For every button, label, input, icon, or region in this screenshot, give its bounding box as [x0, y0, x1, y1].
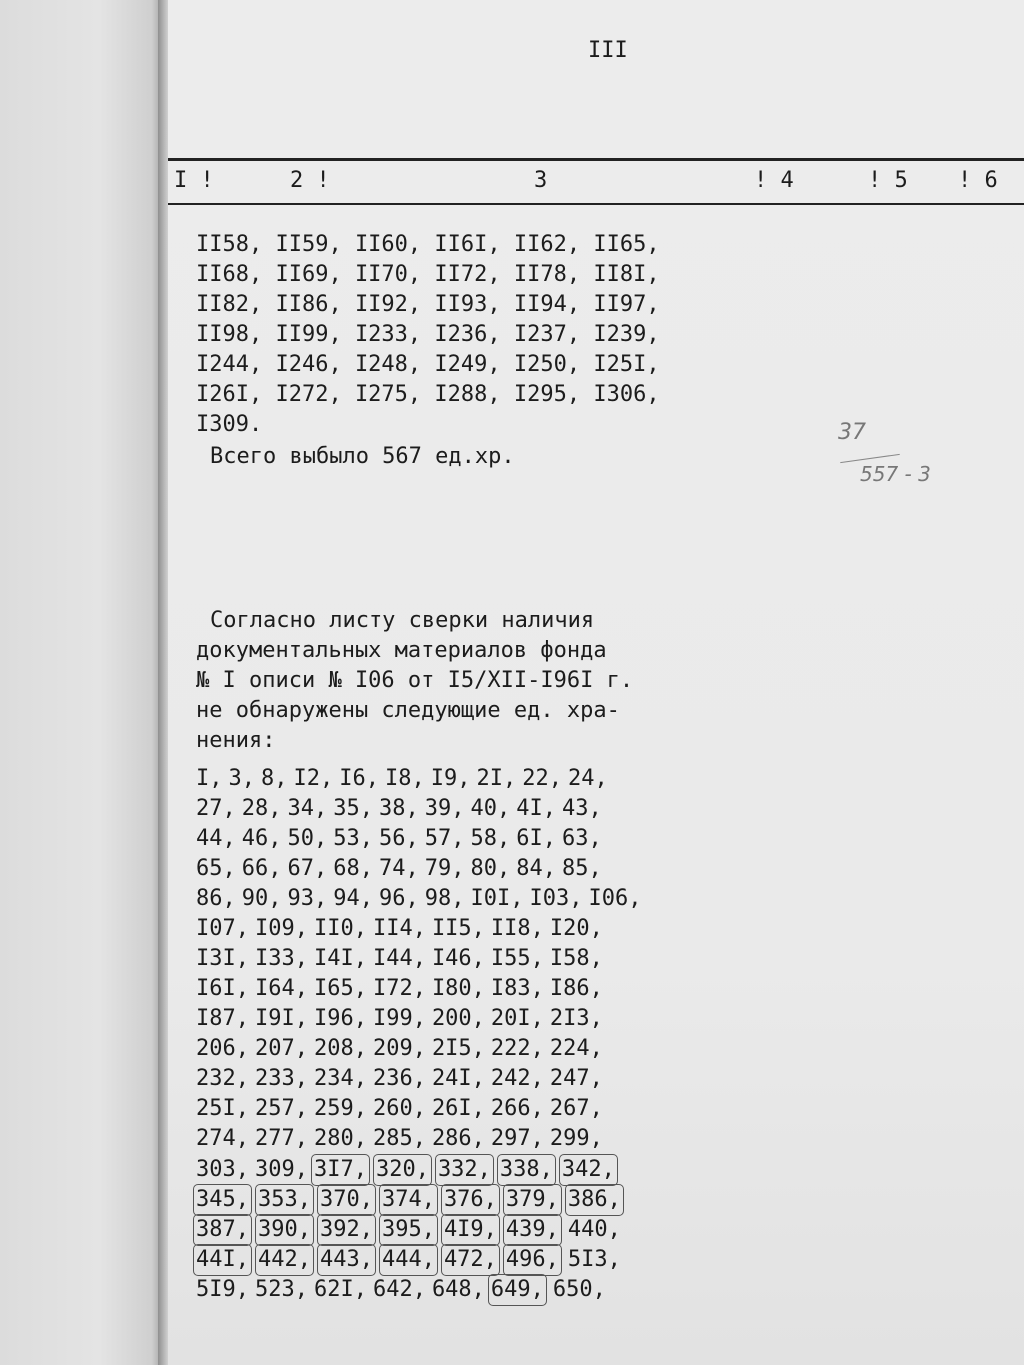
list-item: 90, — [241, 886, 282, 911]
list-item: 74, — [379, 856, 419, 881]
list-item: I33, — [254, 946, 308, 971]
list-item: 297, — [490, 1126, 544, 1151]
list-item: 247, — [549, 1066, 603, 1091]
list-item: 35, — [333, 796, 373, 821]
list-item: 4I9, — [441, 1214, 500, 1246]
list-item: 242, — [490, 1066, 544, 1091]
list-item: 222, — [490, 1036, 544, 1061]
list-item: I55, — [490, 946, 544, 971]
list-line — [196, 764, 816, 794]
list-item: 5I3, — [567, 1247, 621, 1272]
list-item: II4, — [372, 916, 426, 941]
list-item: 338, — [497, 1154, 556, 1186]
list-line: I309. — [196, 412, 263, 437]
list-item: 345, — [193, 1184, 252, 1216]
list-item: 24I, — [431, 1066, 485, 1091]
list-item: 320, — [373, 1154, 432, 1186]
list-item: 62I, — [313, 1277, 367, 1302]
list-item: 259, — [313, 1096, 367, 1121]
list-item: 38, — [379, 796, 419, 821]
list-item: 224, — [549, 1036, 603, 1061]
list-item: 40, — [470, 796, 511, 821]
list-item: 332, — [435, 1154, 494, 1186]
list-line — [196, 1124, 816, 1154]
handwritten-note-top: 37 — [838, 420, 866, 445]
list-item: 392, — [317, 1214, 376, 1246]
list-line — [196, 1184, 816, 1214]
list-item: I9, — [430, 766, 471, 791]
list-item: I, — [196, 766, 223, 791]
intro-line: не обнаружены следующие ед. хра- — [196, 698, 620, 723]
list-line — [196, 914, 816, 944]
list-item: 274, — [196, 1126, 249, 1151]
column-header-2: 2 ! — [290, 168, 330, 193]
total-withdrawn: Всего выбыло 567 ед.хр. — [210, 444, 515, 469]
list-item: I44, — [372, 946, 426, 971]
list-item: 649, — [488, 1274, 547, 1306]
list-item: I99, — [372, 1006, 426, 1031]
list-item: I03, — [529, 886, 583, 911]
list-item: 395, — [379, 1214, 438, 1246]
list-item: I80, — [431, 976, 485, 1001]
list-item: 8, — [261, 766, 288, 791]
list-item: 65, — [196, 856, 236, 881]
list-item: 236, — [372, 1066, 426, 1091]
list-item: I07, — [196, 916, 249, 941]
list-line — [196, 1214, 816, 1244]
list-item: 39, — [424, 796, 465, 821]
table-header-top-rule — [168, 158, 1024, 161]
list-item: I6I, — [196, 976, 249, 1001]
list-item: 444, — [379, 1244, 438, 1276]
list-item: 24, — [568, 766, 608, 791]
list-item: 79, — [424, 856, 465, 881]
list-item: I83, — [490, 976, 544, 1001]
list-line: II68, II69, II70, II72, II78, II8I, — [196, 262, 660, 287]
list-item: 299, — [549, 1126, 603, 1151]
list-item: 496, — [503, 1244, 562, 1276]
list-item: 68, — [333, 856, 373, 881]
list-item: II5, — [431, 916, 485, 941]
list-item: 20I, — [490, 1006, 544, 1031]
list-line — [196, 824, 816, 854]
list-line — [196, 794, 816, 824]
list-line — [196, 1004, 816, 1034]
list-item: 2I3, — [549, 1006, 603, 1031]
list-item: 3, — [228, 766, 255, 791]
table-header-bottom-rule — [168, 203, 1024, 205]
intro-line: нения: — [196, 728, 276, 753]
list-item: 342, — [559, 1154, 618, 1186]
list-item: 285, — [372, 1126, 426, 1151]
list-item: 80, — [470, 856, 511, 881]
list-item: 93, — [287, 886, 328, 911]
list-item: 66, — [241, 856, 282, 881]
list-item: 642, — [372, 1277, 426, 1302]
withdrawn-units-list — [196, 230, 796, 472]
list-item: 266, — [490, 1096, 544, 1121]
intro-line: документальных материалов фонда — [196, 638, 607, 663]
list-line — [196, 1094, 816, 1124]
column-header-6: ! 6 — [958, 168, 998, 193]
list-item: I64, — [254, 976, 308, 1001]
list-item: I46, — [431, 946, 485, 971]
list-item: 374, — [379, 1184, 438, 1216]
list-item: 648, — [431, 1277, 485, 1302]
list-item: 44I, — [193, 1244, 252, 1276]
list-item: 260, — [372, 1096, 426, 1121]
list-item: 233, — [254, 1066, 308, 1091]
list-item: 84, — [516, 856, 556, 881]
list-item: 56, — [379, 826, 419, 851]
list-item: 85, — [562, 856, 602, 881]
list-line: II82, II86, II92, II93, II94, II97, — [196, 292, 660, 317]
page-number: III — [588, 38, 628, 63]
list-item: 2I, — [476, 766, 517, 791]
list-item: 58, — [470, 826, 511, 851]
list-item: I9I, — [254, 1006, 308, 1031]
list-item: 650, — [552, 1277, 606, 1302]
list-item: 63, — [562, 826, 602, 851]
list-item: 67, — [287, 856, 328, 881]
list-item: 209, — [372, 1036, 426, 1061]
list-item: 376, — [441, 1184, 500, 1216]
list-item: I72, — [372, 976, 426, 1001]
list-item: 439, — [503, 1214, 562, 1246]
list-item: 57, — [424, 826, 465, 851]
list-item: 208, — [313, 1036, 367, 1061]
list-item: 4I, — [516, 796, 556, 821]
list-item: 390, — [255, 1214, 314, 1246]
list-item: 98, — [424, 886, 465, 911]
list-item: I3I, — [196, 946, 249, 971]
list-item: I58, — [549, 946, 603, 971]
list-item: I65, — [313, 976, 367, 1001]
column-header-4: ! 4 — [754, 168, 794, 193]
list-item: 46, — [241, 826, 282, 851]
list-item: I4I, — [313, 946, 367, 971]
list-item: II0, — [313, 916, 367, 941]
list-item: 50, — [287, 826, 328, 851]
list-item: I06, — [588, 886, 642, 911]
list-item: II8, — [490, 916, 544, 941]
list-item: I6, — [339, 766, 379, 791]
list-item: 232, — [196, 1066, 249, 1091]
list-item: I87, — [196, 1006, 249, 1031]
intro-line: № I описи № I06 от I5/XII-I96I г. — [196, 668, 634, 693]
missing-units-list — [196, 764, 816, 1304]
list-line: I244, I246, I248, I249, I250, I25I, — [196, 352, 660, 377]
list-item: I09, — [254, 916, 308, 941]
list-item: 280, — [313, 1126, 367, 1151]
list-item: 379, — [503, 1184, 562, 1216]
list-item: 353, — [255, 1184, 314, 1216]
list-item: 386, — [565, 1184, 624, 1216]
column-header-5: ! 5 — [868, 168, 908, 193]
list-item: 286, — [431, 1126, 485, 1151]
list-item: 206, — [196, 1036, 249, 1061]
list-line: II58, II59, II60, II6I, II62, II65, — [196, 232, 660, 257]
list-item: I96, — [313, 1006, 367, 1031]
list-item: 96, — [379, 886, 419, 911]
list-item: 442, — [255, 1244, 314, 1276]
list-item: 43, — [562, 796, 602, 821]
list-item: 440, — [567, 1217, 621, 1242]
list-line: II98, II99, I233, I236, I237, I239, — [196, 322, 660, 347]
handwritten-note-bottom: 557 - 3 — [860, 462, 931, 486]
list-line — [196, 1064, 816, 1094]
list-item: 26I, — [431, 1096, 485, 1121]
list-item: 234, — [313, 1066, 367, 1091]
list-line — [196, 1274, 816, 1304]
list-item: I0I, — [470, 886, 524, 911]
column-header-3: 3 — [534, 168, 548, 193]
list-line — [196, 854, 816, 884]
list-line — [196, 944, 816, 974]
list-line: I26I, I272, I275, I288, I295, I306, — [196, 382, 660, 407]
list-line — [196, 974, 816, 1004]
list-item: I20, — [549, 916, 603, 941]
list-item: 523, — [254, 1277, 308, 1302]
list-item: 5I9, — [196, 1277, 249, 1302]
list-item: 370, — [317, 1184, 376, 1216]
list-item: 28, — [241, 796, 282, 821]
list-item: 2I5, — [431, 1036, 485, 1061]
list-item: 472, — [441, 1244, 500, 1276]
missing-units-intro — [196, 606, 796, 756]
list-item: 309, — [254, 1157, 308, 1182]
list-line — [196, 1244, 816, 1274]
left-page — [0, 0, 165, 1365]
list-item: 257, — [254, 1096, 308, 1121]
list-item: I8, — [385, 766, 425, 791]
list-item: 6I, — [516, 826, 556, 851]
list-item: 22, — [522, 766, 562, 791]
list-line — [196, 1034, 816, 1064]
column-header-1: I ! — [174, 168, 214, 193]
list-item: 443, — [317, 1244, 376, 1276]
list-item: 387, — [193, 1214, 252, 1246]
list-item: I86, — [549, 976, 603, 1001]
intro-line: Согласно листу сверки наличия — [210, 608, 595, 633]
list-item: 3I7, — [311, 1154, 370, 1186]
list-item: 94, — [333, 886, 373, 911]
list-item: 34, — [287, 796, 328, 821]
list-line — [196, 1154, 816, 1184]
list-item: 44, — [196, 826, 236, 851]
list-item: 303, — [196, 1157, 249, 1182]
list-item: 27, — [196, 796, 236, 821]
list-item: 200, — [431, 1006, 485, 1031]
list-item: I2, — [293, 766, 334, 791]
list-item: 86, — [196, 886, 236, 911]
list-item: 267, — [549, 1096, 603, 1121]
list-item: 25I, — [196, 1096, 249, 1121]
list-line — [196, 884, 816, 914]
list-item: 53, — [333, 826, 373, 851]
list-item: 277, — [254, 1126, 308, 1151]
list-item: 207, — [254, 1036, 308, 1061]
